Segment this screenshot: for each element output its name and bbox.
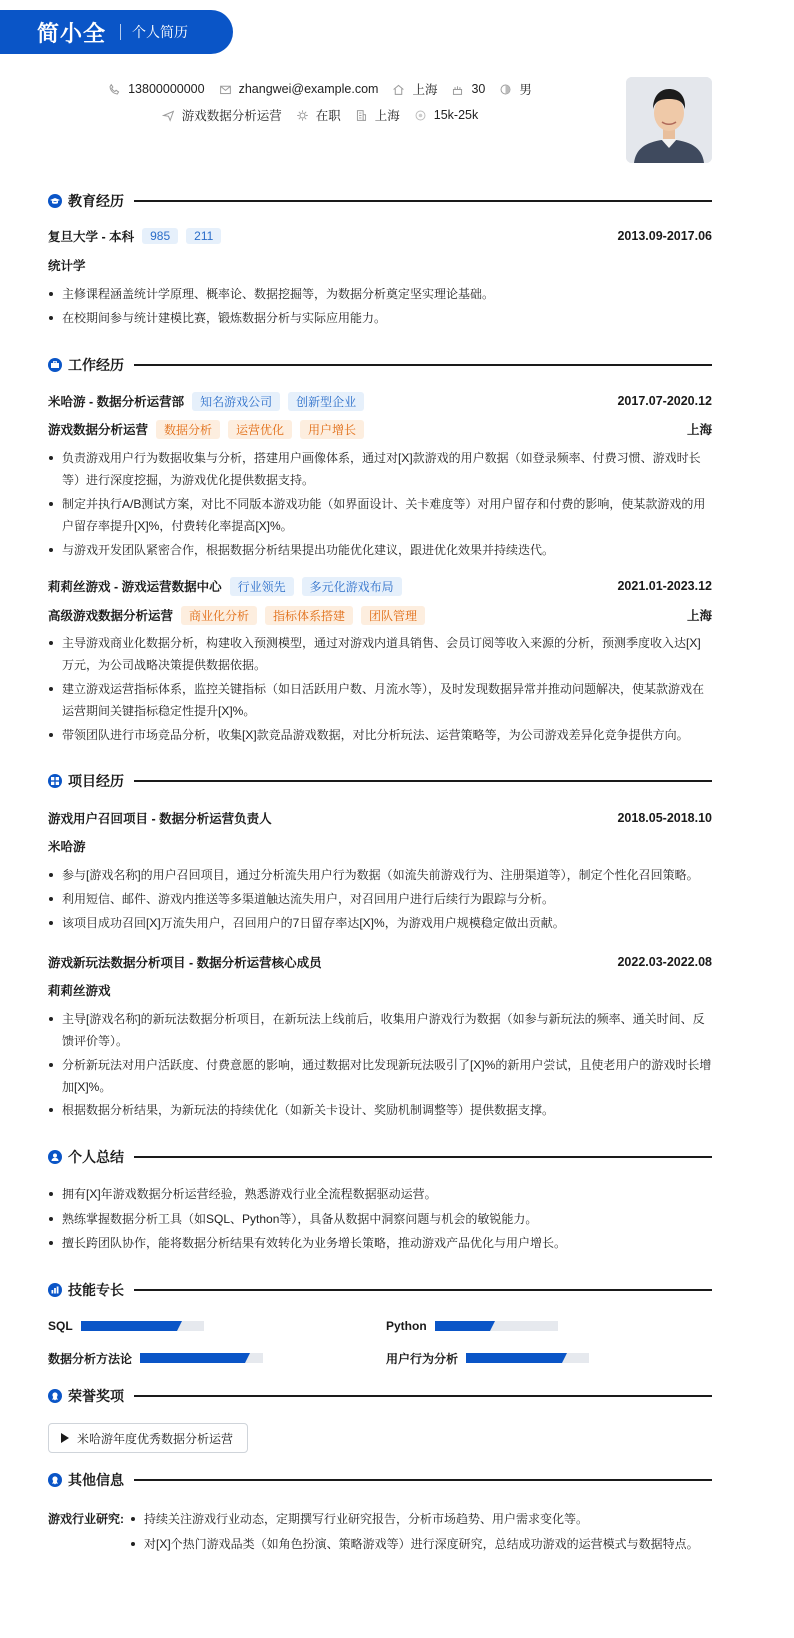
project-org-row [48,981,712,999]
user-icon [48,1150,62,1164]
section-divider [134,1479,712,1481]
project-bullet: 主导[游戏名称]的新玩法数据分析项目，在新玩法上线前后，收集用户游戏行为数据（如参与新玩法的频率、通关时间、反馈评价等）。 [48,1008,712,1052]
contact-location: 上海 [392,80,437,98]
section-title: 工作经历 [68,357,124,373]
role-tag: 商业化分析 [181,606,257,625]
salary-icon [414,109,427,122]
chart-icon [48,1283,62,1297]
company-name: 米哈游 - 数据分析运营部 [48,395,185,409]
header-divider [120,24,121,40]
project-title: 游戏新玩法数据分析项目 - 数据分析运营核心成员 [48,956,322,970]
award-icon [48,1389,62,1403]
work-bullet: 主导游戏商业化数据分析，构建收入预测模型，通过对游戏内道具销售、会员订阅等收入来源的分析，预测季度收入达[X]万元，为公司战略决策提供数据依据。 [48,632,712,676]
school-tag: 985 [142,228,178,244]
work-period: 2017.07-2020.12 [617,394,712,408]
section-divider [134,1289,712,1291]
company-tag: 知名游戏公司 [192,392,280,411]
section-divider [134,780,712,782]
section-title: 技能专长 [68,1282,124,1298]
info-icon [48,1473,62,1487]
work-bullet: 负责游戏用户行为数据收集与分析，搭建用户画像体系，通过对[X]款游戏的用户数据（如登录频率、付费习惯、游戏时长等）进行深度挖掘，为游戏优化提供数据支持。 [48,447,712,491]
send-icon [162,109,175,122]
section-divider [134,200,712,202]
candidate-name: 简小全 [37,20,107,46]
skill-bar [81,1321,204,1331]
grid-icon [48,774,62,788]
education-bullet: 在校期间参与统计建模比赛，锻炼数据分析与实际应用能力。 [48,307,712,329]
work-role-row [48,420,712,438]
section-divider [134,1395,712,1397]
age-icon [451,83,464,96]
skill-item [48,1317,204,1335]
project-bullet: 分析新玩法对用户活跃度、付费意愿的影响，通过数据对比发现新玩法吸引了[X]%的新用户尝试，且使老用户的游戏时长增加[X]%。 [48,1054,712,1098]
company-tag: 创新型企业 [288,392,364,411]
award-item [48,1423,248,1453]
skill-name: 数据分析方法论 [48,1351,133,1366]
skill-item [48,1349,263,1367]
status-icon [296,109,309,122]
work-bullet: 建立游戏运营指标体系，监控关键指标（如日活跃用户数、月流水等），及时发现数据异常并推动问题解决，使某款游戏在运营期间关键指标稳定性提升[X]%。 [48,678,712,722]
section-work-header [48,354,712,376]
skill-bar-fill [140,1353,245,1363]
work-entry-header [48,577,712,595]
section-title: 项目经历 [68,773,124,789]
company-tag: 行业领先 [230,577,294,596]
project-bullet: 该项目成功召回[X]万流失用户，召回用户的7日留存率达[X]%，为游戏用户规模稳定做出贡献。 [48,912,712,934]
school-tag: 211 [186,228,221,244]
summary-bullet: 拥有[X]年游戏数据分析运营经验，熟悉游戏行业全流程数据驱动运营。 [48,1183,712,1205]
contact-row-2 [0,106,640,124]
section-summary-header [48,1146,712,1168]
section-title: 个人总结 [68,1149,124,1165]
project-period: 2022.03-2022.08 [617,955,712,969]
work-role-row [48,606,712,624]
work-entry-header [48,392,712,410]
email-icon [219,83,232,96]
other-info-label: 游戏行业研究: [48,1512,124,1526]
section-awards-header [48,1385,712,1407]
project-title: 游戏用户召回项目 - 数据分析运营负责人 [48,812,272,826]
skill-name: SQL [48,1319,73,1333]
education-major: 统计学 [48,259,86,273]
section-title: 其他信息 [68,1472,124,1488]
project-entry-header [48,953,712,971]
education-period: 2013.09-2017.06 [617,229,712,243]
work-bullet: 制定并执行A/B测试方案，对比不同版本游戏功能（如界面设计、关卡难度等）对用户留存和付费的影响，使某款游戏的用户留存率提升[X]%，付费转化率提高[X]%。 [48,493,712,537]
school-name: 复旦大学 - 本科 [48,230,135,244]
job-role: 高级游戏数据分析运营 [48,609,174,623]
project-org-row [48,837,712,855]
project-org: 莉莉丝游戏 [48,984,111,998]
skill-name: Python [386,1319,427,1333]
role-tag: 数据分析 [156,420,220,439]
other-info-bullet: 对[X]个热门游戏品类（如角色扮演、策略游戏等）进行深度研究，总结成功游戏的运营模式与数据特点。 [130,1533,712,1555]
skill-bar-fill [81,1321,177,1331]
role-tag: 运营优化 [228,420,292,439]
section-other-header [48,1469,712,1491]
contact-salary: 15k-25k [414,108,478,122]
home-icon [392,83,405,96]
role-tag: 指标体系搭建 [265,606,353,625]
role-tag: 团队管理 [361,606,425,625]
project-period: 2018.05-2018.10 [617,811,712,825]
work-bullet: 带领团队进行市场竞品分析，收集[X]款竞品游戏数据，对比分析玩法、运营策略等，为公司游戏差异化竞争提供方向。 [48,724,712,746]
summary-bullet: 擅长跨团队协作，能将数据分析结果有效转化为业务增长策略，推动游戏产品优化与用户增长。 [48,1232,712,1254]
section-projects-header [48,770,712,792]
contact-gender: 男 [499,80,532,98]
work-period: 2021.01-2023.12 [617,579,712,593]
section-title: 教育经历 [68,193,124,209]
contact-job-intent: 游戏数据分析运营 [162,106,282,124]
skill-bar-fill [466,1353,562,1363]
education-entry [48,227,712,245]
other-info-bullet: 持续关注游戏行业动态，定期撰写行业研究报告，分析市场趋势、用户需求变化等。 [130,1508,712,1530]
section-title: 荣誉奖项 [68,1388,124,1404]
contact-email: zhangwei@example.com [219,82,379,96]
work-bullet: 与游戏开发团队紧密合作，根据数据分析结果提出功能优化建议，跟进优化效果并持续迭代。 [48,539,712,561]
skill-bar [435,1321,558,1331]
education-major-row [48,256,712,274]
building-icon [355,109,368,122]
education-bullet: 主修课程涵盖统计学原理、概率论、数据挖掘等，为数据分析奠定坚实理论基础。 [48,283,712,305]
resume-subtitle: 个人简历 [132,24,189,40]
contact-row-1 [0,80,640,98]
section-divider [134,364,712,366]
role-tag: 用户增长 [300,420,364,439]
gender-icon [499,83,512,96]
skill-bar-fill [435,1321,490,1331]
summary-bullet: 熟练掌握数据分析工具（如SQL、Python等），具备从数据中洞察问题与机会的敏锐能力。 [48,1208,712,1230]
skill-bar [140,1353,263,1363]
skill-bar [466,1353,589,1363]
triangle-right-icon [61,1433,69,1443]
award-title: 米哈游年度优秀数据分析运营 [77,1431,234,1446]
skill-item [386,1349,589,1367]
contact-age: 30 [451,82,485,96]
section-divider [134,1156,712,1158]
company-tag: 多元化游戏布局 [302,577,402,596]
contact-status: 在职 [296,106,341,124]
section-education-header [48,190,712,212]
profile-photo [626,77,712,163]
project-bullet: 利用短信、邮件、游戏内推送等多渠道触达流失用户，对召回用户进行后续行为跟踪与分析。 [48,888,712,910]
skill-name: 用户行为分析 [386,1351,459,1366]
work-city: 上海 [686,423,712,437]
skill-item [386,1317,558,1335]
contact-work-city: 上海 [355,106,400,124]
company-name: 莉莉丝游戏 - 游戏运营数据中心 [48,580,222,594]
project-bullet: 参与[游戏名称]的用户召回项目，通过分析流失用户行为数据（如流失前游戏行为、注册渠道等），制定个性化召回策略。 [48,864,712,886]
project-org: 米哈游 [48,840,86,854]
contact-phone: 13800000000 [108,82,204,96]
job-role: 游戏数据分析运营 [48,423,149,437]
briefcase-icon [48,358,62,372]
project-entry-header [48,809,712,827]
section-skills-header [48,1279,712,1301]
graduation-cap-icon [48,194,62,208]
work-city: 上海 [686,609,712,623]
phone-icon [108,83,121,96]
project-bullet: 根据数据分析结果，为新玩法的持续优化（如新关卡设计、奖励机制调整等）提供数据支撑。 [48,1099,712,1121]
header-banner [0,10,233,54]
